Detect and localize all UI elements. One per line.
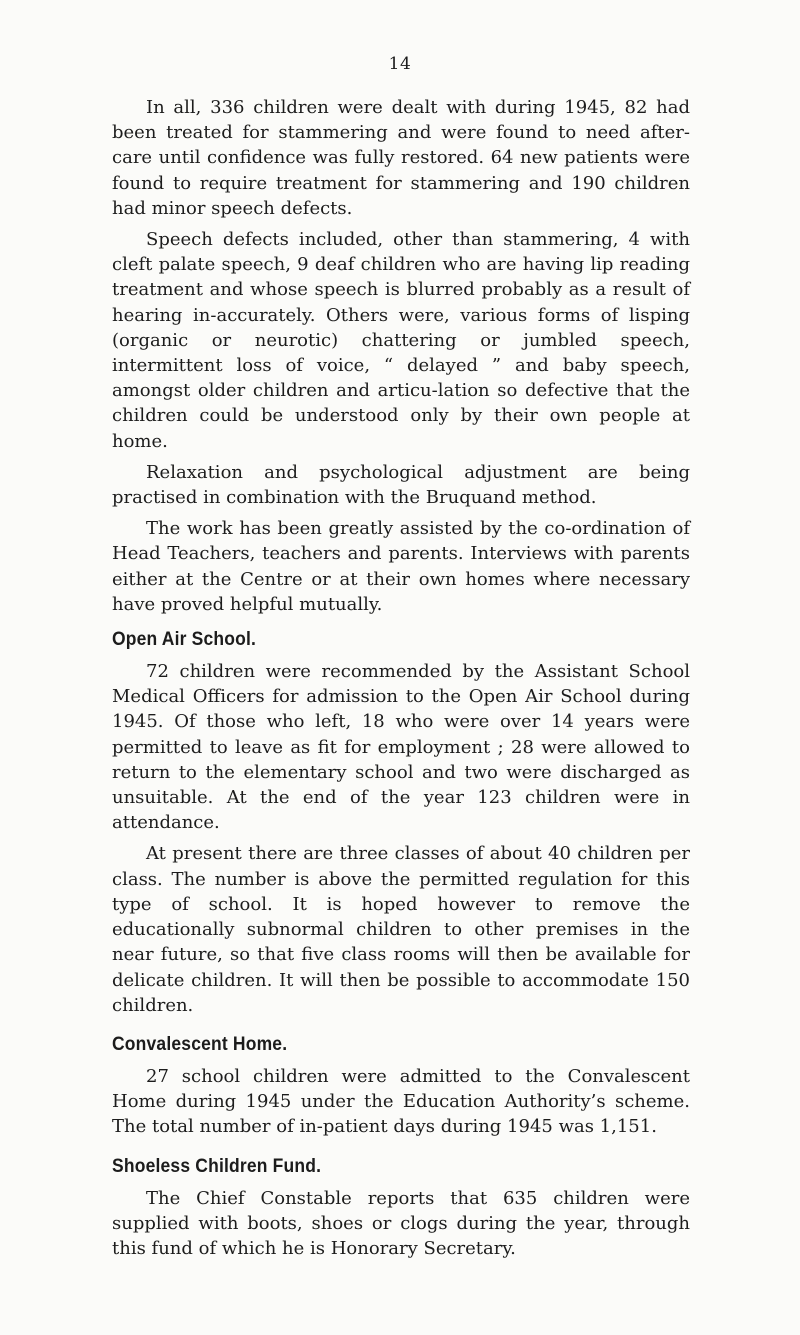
convalescent-home-section	[112, 1032, 690, 1140]
shoeless-children-fund-section	[112, 1154, 690, 1262]
section-heading: Convalescent Home.	[112, 1033, 288, 1055]
paragraph: 27 school children were admitted to the Convalescent Home during 1945 under the Education Authority’s scheme. The total number of in-patient days during 1945 was 1,151.	[112, 1065, 690, 1138]
paragraph: Relaxation and psychological adjustment are being practised in combination with the Bruquand method.	[112, 461, 690, 509]
speech-therapy-section	[112, 95, 690, 617]
paragraph: The work has been greatly assisted by the co-ordination of Head Teachers, teachers and parents. Interviews with parents either at the Centre or at their own homes where necessary have proved helpful mutually.	[112, 518, 690, 615]
paragraph: At present there are three classes of about 40 children per class. The number is above the permitted regulation for this type of school. It is hoped however to remove the educationally subnormal children to other premises in the near future, so that five class rooms will then be available for delicate children. It will then be possible to accommodate 150 children.	[112, 843, 690, 1016]
paragraph: Speech defects included, other than stammering, 4 with cleft palate speech, 9 deaf children who are having lip reading treatment and whose speech is blurred probably as a result of hearing in-accurately. Others were, various forms of lisping (organic or neurotic) chattering or jumbled speech, intermittent loss of voice, “ delayed ” and baby speech, amongst older children and articu-lation so defective that the children could be understood only by their own people at home.	[112, 229, 690, 452]
paragraph: 72 children were recommended by the Assistant School Medical Officers for admission to the Open Air School during 1945. Of those who left, 18 who were over 14 years were permitted to leave as fit for employment ; 28 were allowed to return to the elementary school and two were discharged as unsuitable. At the end of the year 123 children were in attendance.	[112, 661, 690, 834]
section-heading: Shoeless Children Fund.	[112, 1155, 322, 1177]
paragraph: The Chief Constable reports that 635 children were supplied with boots, shoes or clogs during the year, through this fund of which he is Honorary Secretary.	[112, 1187, 690, 1259]
paragraph: In all, 336 children were dealt with during 1945, 82 had been treated for stammering and were found to need after-care until confidence was fully restored. 64 new patients were found to require treatment for stammering and 190 children had minor speech defects.	[112, 97, 690, 219]
page-number: 14	[388, 54, 412, 74]
page-body	[112, 95, 690, 1267]
section-heading: Open Air School.	[112, 629, 257, 651]
open-air-school-section	[112, 627, 690, 1018]
